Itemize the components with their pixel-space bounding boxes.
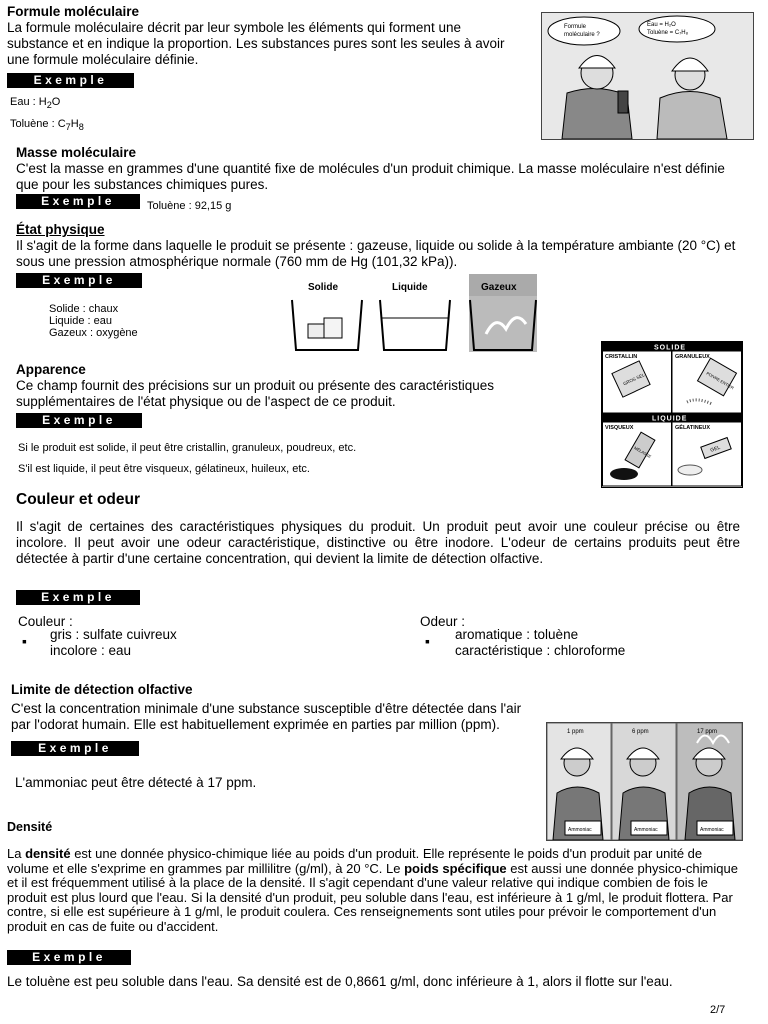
svg-text:VISQUEUX: VISQUEUX xyxy=(605,425,634,431)
svg-text:GROS SEL: GROS SEL xyxy=(622,372,646,387)
apparence-ex-solide: Si le produit est solide, il peut être cristallin, granuleux, poudreux, etc. xyxy=(18,442,357,454)
odeur-ex-aromatique: aromatique : toluène xyxy=(455,627,579,642)
cartoon-workers-image xyxy=(541,12,754,140)
svg-text:LIQUIDE: LIQUIDE xyxy=(652,415,688,423)
ammonia-ppm-image xyxy=(546,722,743,841)
svg-text:MÉLASSE: MÉLASSE xyxy=(633,445,653,460)
svg-text:GRANULEUX: GRANULEUX xyxy=(675,354,710,360)
svg-text:6 ppm: 6 ppm xyxy=(632,729,649,735)
example-badge: Exemple xyxy=(16,590,140,605)
svg-text:Gazeux: Gazeux xyxy=(481,282,517,293)
masse-example: Toluène : 92,15 g xyxy=(147,200,232,212)
example-badge: Exemple xyxy=(7,73,134,88)
svg-text:Ammoniac: Ammoniac xyxy=(700,827,724,833)
svg-text:Ammoniac: Ammoniac xyxy=(568,827,592,833)
masse-title: Masse moléculaire xyxy=(16,145,137,160)
couleur-label: Couleur : xyxy=(18,614,73,629)
etat-ex-solide: Solide : chaux xyxy=(49,303,119,315)
svg-text:Liquide: Liquide xyxy=(392,282,428,293)
svg-text:Solide: Solide xyxy=(308,282,339,293)
svg-text:17 ppm: 17 ppm xyxy=(697,729,718,735)
page-number: 2/7 xyxy=(710,1004,726,1016)
example-badge: Exemple xyxy=(7,950,131,965)
svg-text:CRISTALLIN: CRISTALLIN xyxy=(605,354,638,360)
svg-text:Ammoniac: Ammoniac xyxy=(634,827,658,833)
etat-ex-liquide: Liquide : eau xyxy=(49,315,112,327)
svg-text:Toluène = C₇H₈: Toluène = C₇H₈ xyxy=(647,30,689,36)
couleur-ex-gris: gris : sulfate cuivreux xyxy=(50,627,177,642)
svg-text:Eau = H₂O: Eau = H₂O xyxy=(647,22,676,28)
apparence-title: Apparence xyxy=(16,362,86,377)
svg-text:moléculaire ?: moléculaire ? xyxy=(564,32,600,38)
limite-title: Limite de détection olfactive xyxy=(11,682,193,697)
limite-text: C'est la concentration minimale d'une substance susceptible d'être détectée dans l'air par l'odorat humain. Elle est habituellement exprimée en parties par million (ppm). xyxy=(11,701,522,732)
densite-example: Le toluène est peu soluble dans l'eau. Sa densité est de 0,8661 g/ml, donc inférieure à 1, alors il flotte sur l'eau. xyxy=(7,974,673,989)
example-toluene: Toluène : $C_7H_8$ xyxy=(10,118,84,133)
example-water: Eau : $H_2O$ xyxy=(10,96,61,111)
svg-text:POIVRE ENTIER: POIVRE ENTIER xyxy=(705,370,735,391)
odeur-ex-caracteristique: caractéristique : chloroforme xyxy=(455,643,626,658)
formule-title: Formule moléculaire xyxy=(7,4,140,19)
masse-text: C'est la masse en grammes d'une quantité fixe de molécules d'un produit chimique. La masse moléculaire n'est définie que pour les substances chimiques pures. xyxy=(16,161,725,192)
apparence-text: Ce champ fournit des précisions sur un produit ou présente des caractéristiques supplémentaires de l'état physique ou de l'aspect de ce produit. xyxy=(16,378,495,409)
apparence-ex-liquide: S'il est liquide, il peut être visqueux, gélatineux, huileux, etc. xyxy=(18,463,310,475)
couleur-ex-incolore: incolore : eau xyxy=(50,643,132,658)
example-badge: Exemple xyxy=(11,741,139,756)
etat-ex-gazeux: Gazeux : oxygène xyxy=(49,327,138,339)
limite-example: L'ammoniac peut être détecté à 17 ppm. xyxy=(15,775,257,790)
svg-text:GÉLATINEUX: GÉLATINEUX xyxy=(675,425,711,431)
svg-text:GEL: GEL xyxy=(709,444,722,454)
apparence-figure xyxy=(601,341,743,488)
densite-title: Densité xyxy=(7,820,53,834)
couleur-title: Couleur et odeur xyxy=(16,491,141,508)
couleur-text: Il s'agit de certaines des caractéristiques physiques du produit. Un produit peut avoir une couleur précise ou être incolore. Il peut avoir une odeur caractéristique, distinctive ou être inodore. L'odeur de certains produits peut être détectée à partir d'une certaine concentration, qui devient la limite de détection olfactive. xyxy=(16,519,740,566)
svg-text:1 ppm: 1 ppm xyxy=(567,729,584,735)
example-badge: Exemple xyxy=(16,413,142,428)
beakers-image xyxy=(286,274,542,354)
densite-text: La densité est une donnée physico-chimique liée au poids d'un produit. Elle représente le poids d'un produit par unité de volume et elle s'exprime en grammes par millilitre (g/ml), à 20 °C. Le poids spécifique est aussi une donnée physico-chimique et il est fréquemment utilisé à la place de la densité. Il s'agit cependant d'une valeur relative qui indique combien de fois le produit est plus lourd que l'eau. Si la densité d'un produit, peu soluble dans l'eau, est inférieure à 1 g/ml, le produit flottera. Par contre, si elle est supérieure à 1 g/ml, le produit coulera. Ces renseignements sont utiles pour prévoir le comportement d'un produit en cas de fuite ou d'accident. xyxy=(7,846,738,934)
odeur-label: Odeur : xyxy=(420,614,466,629)
etat-text: Il s'agit de la forme dans laquelle le produit se présente : gazeuse, liquide ou solide à la température ambiante (20 °C) et sous une pression atmosphérique normale (760 mm de Hg (101,32 kPa)). xyxy=(16,238,736,269)
svg-text:SOLIDE: SOLIDE xyxy=(654,344,687,352)
bullet-icon: ▪ xyxy=(425,633,430,649)
example-badge: Exemple xyxy=(16,273,142,288)
bullet-icon: ▪ xyxy=(22,633,27,649)
svg-text:Formule: Formule xyxy=(564,24,587,30)
etat-title: État physique xyxy=(16,222,105,237)
formule-text: La formule moléculaire décrit par leur symbole les éléments qui forment une substance et en indique la proportion. Les substances pures sont les seules à avoir une formule moléculaire définie. xyxy=(7,20,505,67)
example-badge: Exemple xyxy=(16,194,140,209)
